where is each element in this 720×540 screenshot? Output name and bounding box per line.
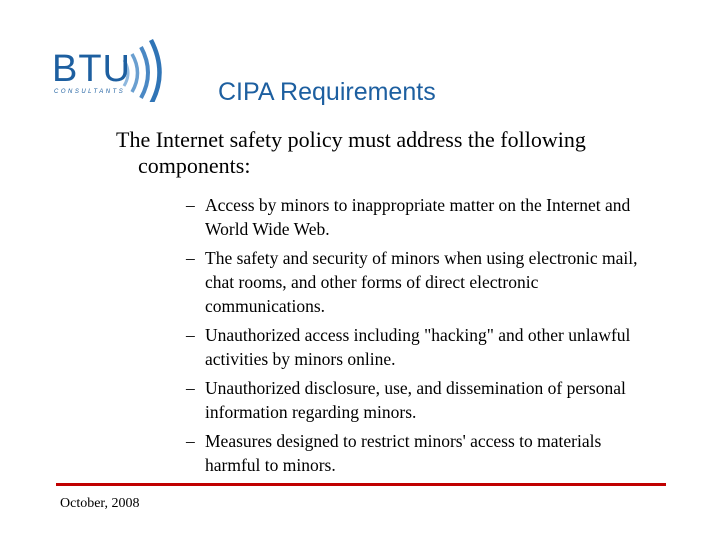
list-item-text: Access by minors to inappropriate matter on the Internet and World Wide Web. (205, 195, 631, 239)
list-item (184, 323, 654, 371)
logo-subtitle: CONSULTANTS (54, 89, 126, 95)
list-item-text: The safety and security of minors when using electronic mail, chat rooms, and other forms of direct electronic communications. (205, 248, 638, 316)
dash-bullet: – (186, 378, 195, 398)
list-item-text: Unauthorized disclosure, use, and dissemination of personal information regarding minors. (205, 378, 626, 422)
footer-date: October, 2008 (60, 496, 140, 511)
list-item-text: Unauthorized access including "hacking" and other unlawful activities by minors online. (205, 325, 631, 369)
dash-bullet: – (186, 325, 195, 345)
list-item (184, 429, 654, 477)
intro-paragraph: The Internet safety policy must address the following components: (116, 127, 586, 178)
dash-bullet: – (186, 431, 195, 451)
dash-bullet: – (186, 248, 195, 268)
requirements-list (184, 193, 654, 482)
list-item (184, 246, 654, 318)
dash-bullet: – (186, 195, 195, 215)
company-logo (52, 30, 182, 102)
footer-divider (56, 483, 666, 486)
list-item (184, 376, 654, 424)
slide-title: CIPA Requirements (218, 78, 436, 106)
list-item-text: Measures designed to restrict minors' access to materials harmful to minors. (205, 431, 602, 475)
logo-wordmark: BTU (52, 48, 131, 90)
list-item (184, 193, 654, 241)
